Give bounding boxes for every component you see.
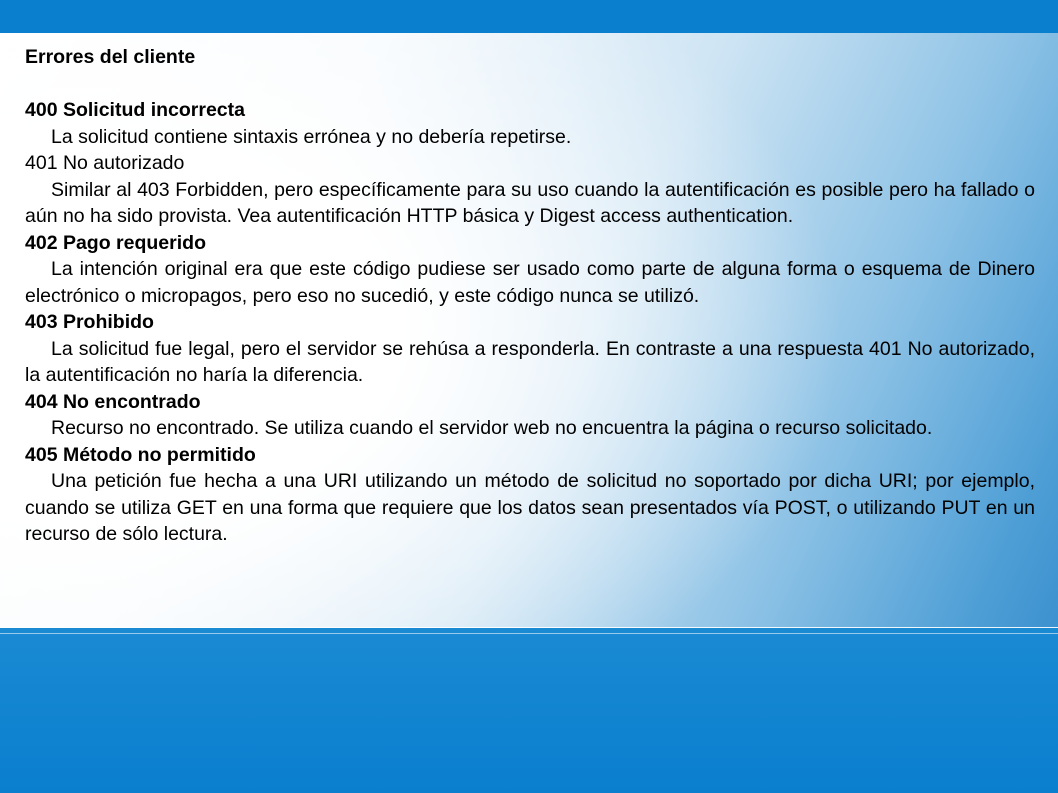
code-description: Recurso no encontrado. Se utiliza cuando el servidor web no encuentra la página o recurso solicitado.: [51, 417, 933, 439]
code-description: La solicitud fue legal, pero el servidor se rehúsa a responderla. En contraste a una respuesta 401 No autorizado, la autentificación no haría la diferencia.: [25, 337, 1035, 386]
code-description: Similar al 403 Forbidden, pero específicamente para su uso cuando la autentificación es posible pero ha fallado o aún no ha sido provista. Vea autentificación HTTP básica y Digest access authentication.: [25, 178, 1035, 227]
code-title: 402 Pago requerido: [25, 231, 206, 254]
code-entry-401: [25, 150, 1035, 230]
slide-content: [25, 44, 1035, 548]
code-description: Una petición fue hecha a una URI utilizando un método de solicitud no soportado por dicha URI; por ejemplo, cuando se utiliza GET en una forma que requiere que los datos sean presentados vía POST, o utilizando PUT en un recurso de sólo lectura.: [25, 470, 1035, 545]
code-description: La solicitud contiene sintaxis errónea y no debería repetirse.: [51, 125, 572, 148]
bottom-accent-band: [0, 628, 1058, 793]
code-entry-400: [25, 97, 1035, 150]
code-title: 403 Prohibido: [25, 311, 154, 333]
code-description: La intención original era que este código pudiese ser usado como parte de alguna forma o esquema de Dinero electrónico o micropagos, pero eso no sucedió, y este código nunca se utilizó.: [25, 258, 1035, 307]
section-title: Errores del cliente: [25, 46, 196, 68]
code-entry-404: [25, 389, 1035, 442]
top-accent-bar: [0, 0, 1058, 33]
code-title: 400 Solicitud incorrecta: [25, 99, 245, 121]
divider-line-thin: [0, 633, 1058, 634]
code-title: 405 Método no permitido: [25, 443, 256, 466]
code-entry-403: [25, 309, 1035, 389]
code-title: 404 No encontrado: [25, 390, 201, 413]
spacer: [25, 71, 1035, 98]
code-entry-402: [25, 230, 1035, 310]
code-entry-405: [25, 442, 1035, 548]
code-title: 401 No autorizado: [25, 152, 185, 174]
